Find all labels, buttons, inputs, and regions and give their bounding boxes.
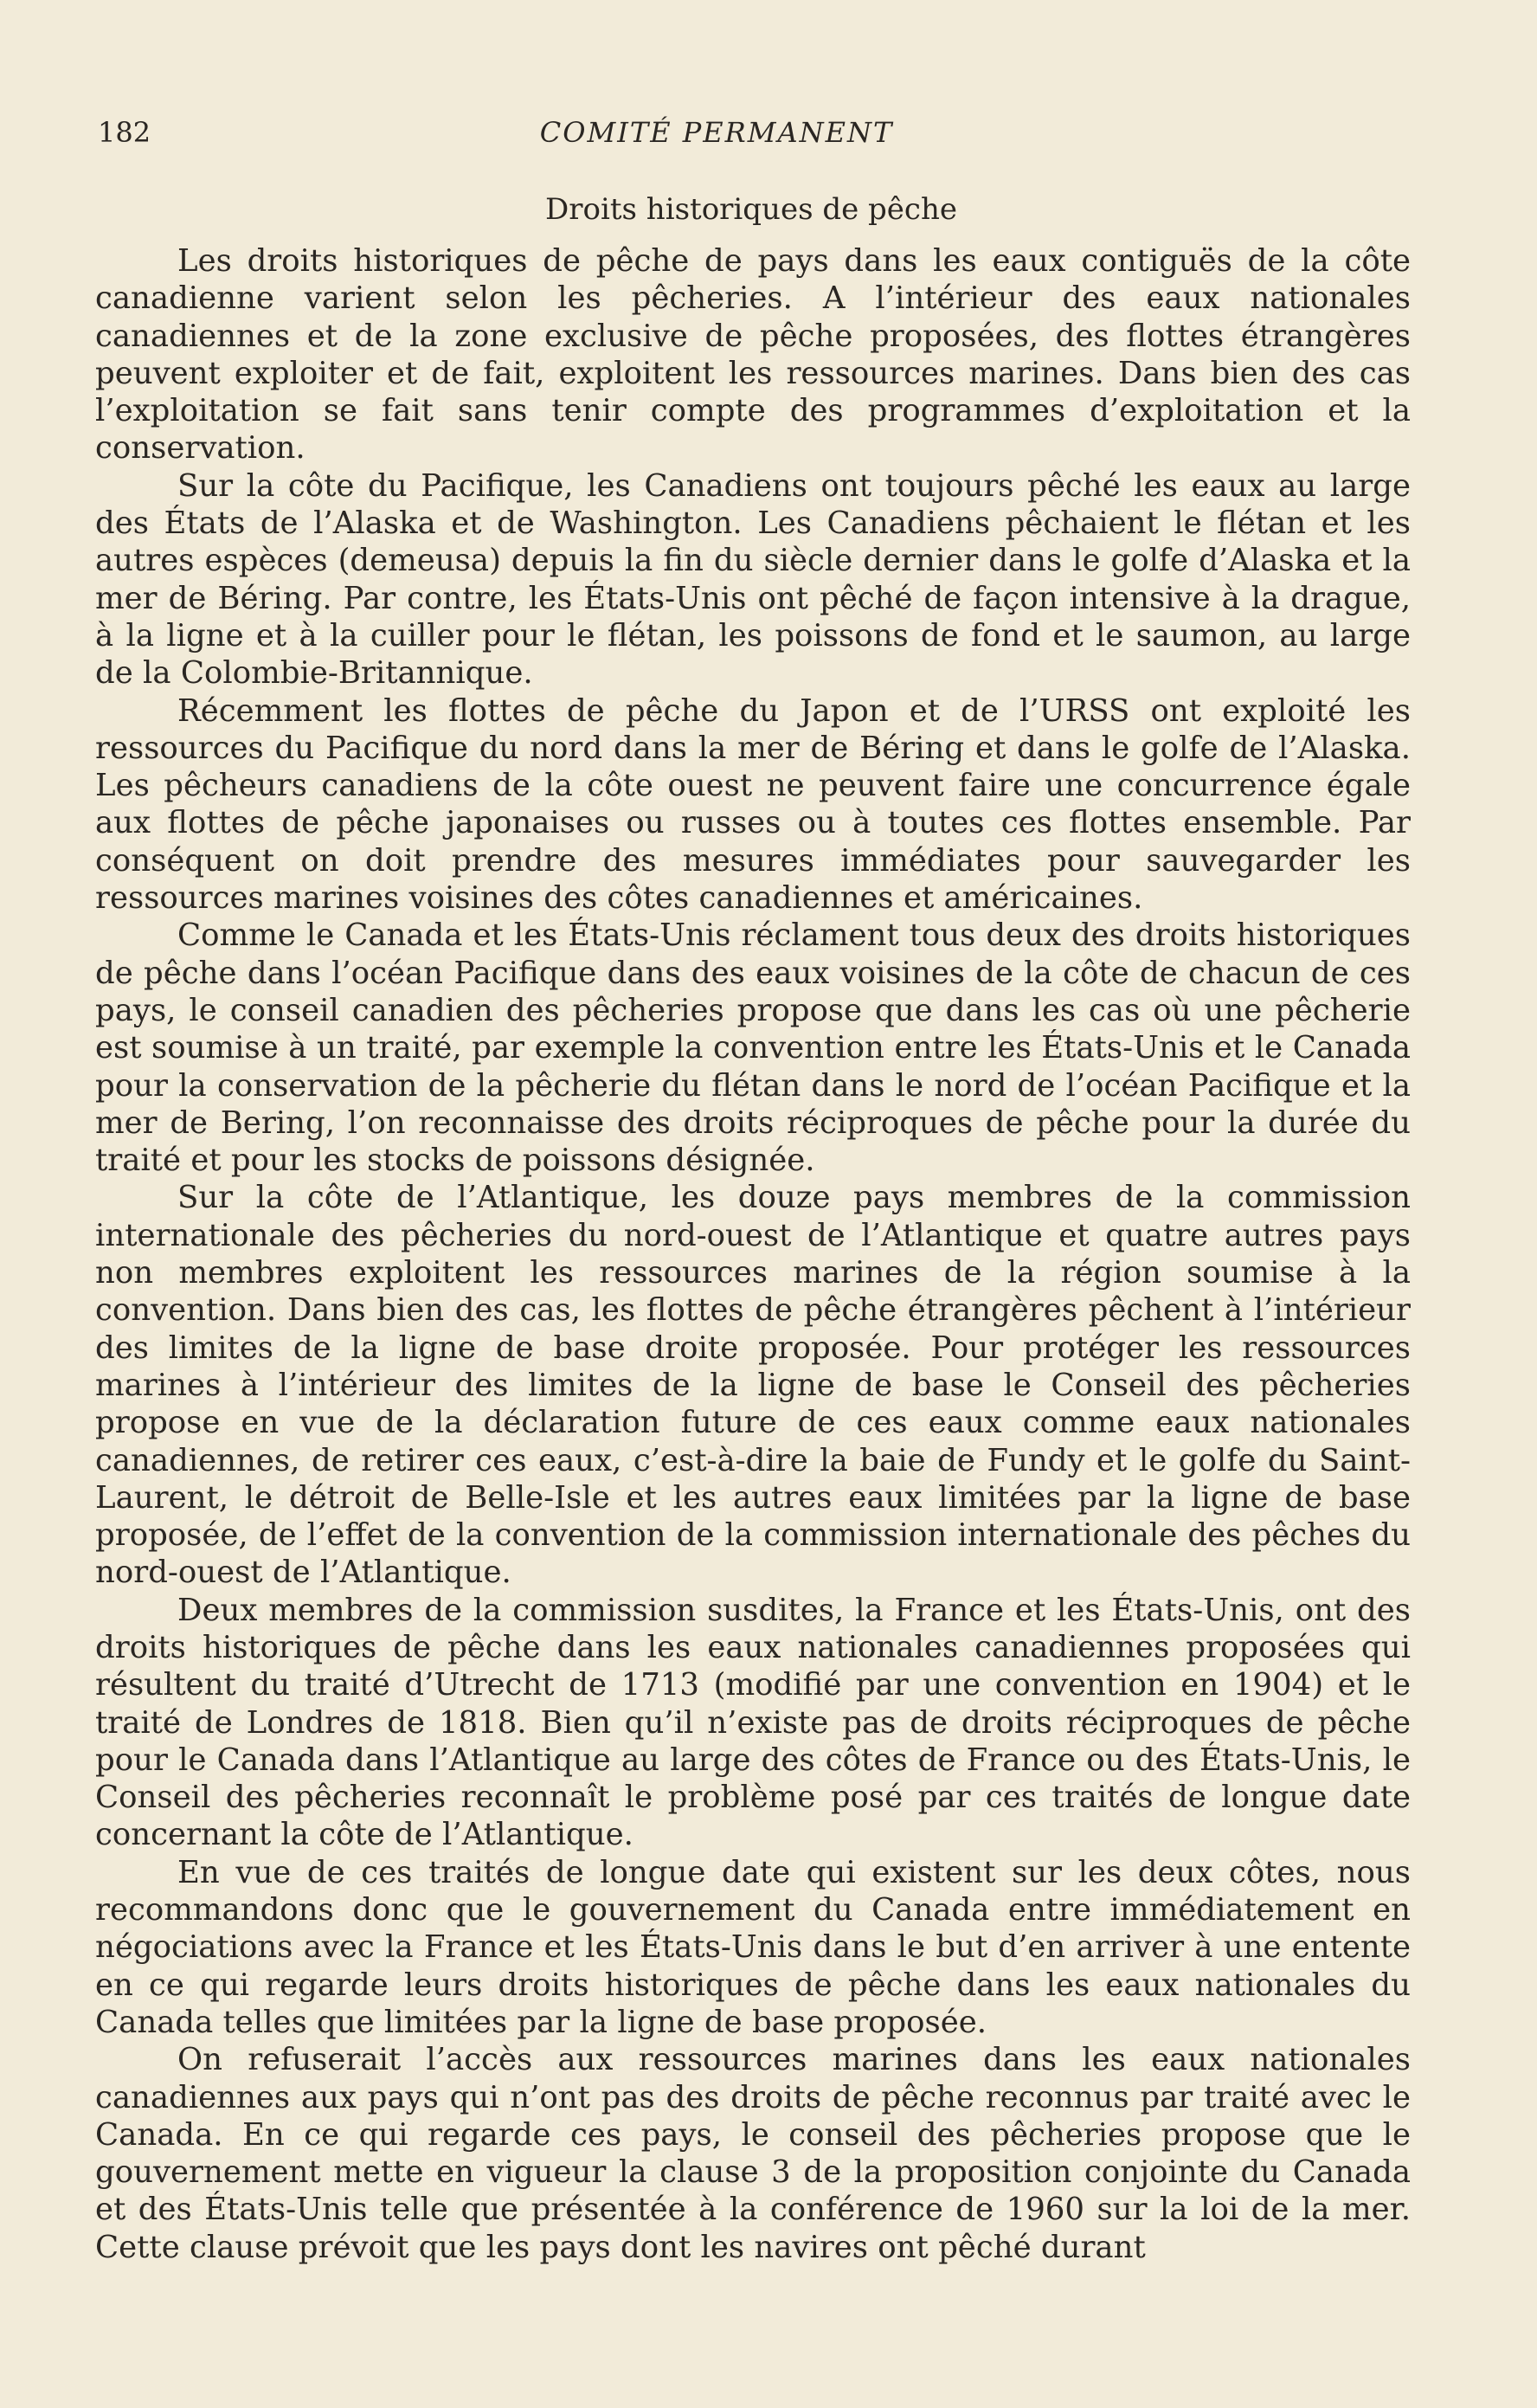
paragraph: Sur la côte du Pacifique, les Canadiens ont toujours pêché les eaux au large des États de l’Alaska et de Washington. Les Canadiens pêchaient le flétan et les autres espèces (demeusa) depuis la fin du siècle dernier dans le golfe d’Alaska et la mer de Béring. Par contre, les États-Unis ont pêché de façon intensive à la drague, à la ligne et à la cuiller pour le flétan, les poissons de fond et le saumon, au large de la Colombie-Britannique. <box>95 467 1411 692</box>
paragraph: En vue de ces traités de longue date qui existent sur les deux côtes, nous recommandons donc que le gouvernement du Canada entre immédiatement en négociations avec la France et les États-Unis dans le but d’en arriver à une entente en ce qui regarde leurs droits historiques de pêche dans les eaux nationales du Canada telles que limitées par la ligne de base proposée. <box>95 1854 1411 2040</box>
section-title: Droits historiques de pêche <box>545 192 957 227</box>
paragraph: Récemment les flottes de pêche du Japon et de l’URSS ont exploité les ressources du Pacifique du nord dans la mer de Béring et dans le golfe de l’Alaska. Les pêcheurs canadiens de la côte ouest ne peuvent faire une concurrence égale aux flottes de pêche japonaises ou russes ou à toutes ces flottes ensemble. Par conséquent on doit prendre des mesures immédiates pour sauvegarder les ressources marines voisines des côtes canadiennes et américaines. <box>95 692 1411 917</box>
paragraph: On refuserait l’accès aux ressources marines dans les eaux nationales canadiennes aux pays qui n’ont pas des droits de pêche reconnus par traité avec le Canada. En ce qui regarde ces pays, le conseil des pêcheries propose que le gouvernement mette en vigueur la clause 3 de la proposition conjointe du Canada et des États-Unis telle que présentée à la conférence de 1960 sur la loi de la mer. Cette clause prévoit que les pays dont les navires ont pêché durant <box>95 2042 1411 2265</box>
page-header <box>98 111 1405 154</box>
paragraph: Sur la côte de l’Atlantique, les douze pays membres de la commission internationale des pêcheries du nord-ouest de l’Atlantique et quatre autres pays non membres exploitent les ressources marines de la région soumise à la convention. Dans bien des cas, les flottes de pêche étrangères pêchent à l’intérieur des limites de la ligne de base droite proposée. Pour protéger les ressources marines à l’intérieur des limites de la ligne de base le Conseil des pêcheries propose en vue de la déclaration future de ces eaux comme eaux nationales canadiennes, de retirer ces eaux, c’est-à-dire la baie de Fundy et le golfe du Saint-Laurent, le détroit de Belle-Isle et les autres eaux limitées par la ligne de base proposée, de l’effet de la convention de la commission internationale des pêches du nord-ouest de l’Atlantique. <box>95 1180 1411 1591</box>
paragraph: Comme le Canada et les États-Unis réclament tous deux des droits historiques de pêche dans l’océan Pacifique dans des eaux voisines de la côte de chacun de ces pays, le conseil canadien des pêcheries propose que dans les cas où une pêcherie est soumise à un traité, par exemple la convention entre les États-Unis et le Canada pour la conservation de la pêcherie du flétan dans le nord de l’océan Pacifique et la mer de Bering, l’on reconnaisse des droits réciproques de pêche pour la durée du traité et pour les stocks de poissons désignée. <box>95 917 1411 1179</box>
paragraph: Deux membres de la commission susdites, la France et les États-Unis, ont des droits historiques de pêche dans les eaux nationales canadiennes proposées qui résultent du traité d’Utrecht de 1713 (modifié par une convention en 1904) et le traité de Londres de 1818. Bien qu’il n’existe pas de droits réciproques de pêche pour le Canada dans l’Atlantique au large des côtes de France ou des États-Unis, le Conseil des pêcheries reconnaît le problème posé par ces traités de longue date concernant la côte de l’Atlantique. <box>95 1592 1411 1853</box>
page-number: 182 <box>98 116 151 149</box>
paragraph: Les droits historiques de pêche de pays dans les eaux contiguës de la côte canadienne varient selon les pêcheries. A l’intérieur des eaux nationales canadiennes et de la zone exclusive de pêche proposées, des flottes étrangères peuvent exploiter et de fait, exploitent les ressources marines. Dans bien des cas l’exploitation se fait sans tenir compte des programmes d’exploitation et la conservation. <box>95 243 1411 467</box>
body-text <box>95 242 1411 2266</box>
running-head: COMITÉ PERMANENT <box>539 116 894 149</box>
